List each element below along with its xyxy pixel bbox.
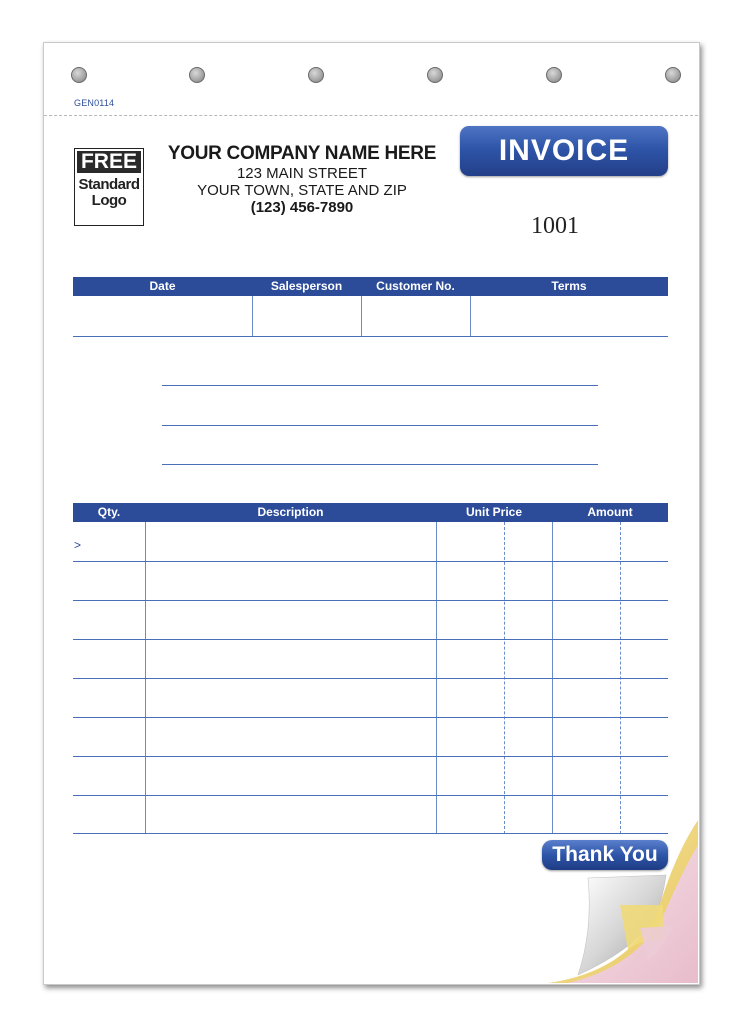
address-line (162, 425, 598, 426)
binder-hole (665, 67, 681, 83)
header-salesperson: Salesperson (270, 279, 343, 293)
company-info (163, 143, 441, 217)
form-code: GEN0114 (74, 98, 115, 108)
item-row-rule (73, 795, 668, 796)
company-street: 123 MAIN STREET (236, 165, 368, 182)
row-marker: > (74, 538, 82, 552)
thank-you-badge: Thank You (542, 840, 668, 870)
item-row-rule (73, 717, 668, 718)
binder-hole (546, 67, 562, 83)
logo-free-text: FREE (77, 151, 141, 173)
logo-logo-text: Logo (91, 192, 127, 209)
binder-hole (427, 67, 443, 83)
invoice-title: INVOICE (460, 126, 668, 176)
info-divider (470, 296, 471, 336)
item-row-rule (73, 678, 668, 679)
header-amount: Amount (587, 505, 633, 519)
header-date: Date (149, 279, 176, 293)
item-row-rule (73, 756, 668, 757)
item-row-rule (73, 561, 668, 562)
header-terms: Terms (551, 279, 587, 293)
info-table-header (73, 277, 668, 296)
address-line (162, 464, 598, 465)
address-line (162, 385, 598, 386)
header-unit-price: Unit Price (465, 505, 522, 519)
binder-hole (308, 67, 324, 83)
header-description: Description (257, 505, 324, 519)
info-divider (252, 296, 253, 336)
company-phone: (123) 456-7890 (250, 199, 354, 216)
item-row-rule (73, 639, 668, 640)
perforation-line (44, 115, 698, 116)
info-divider (361, 296, 362, 336)
page-curl-copies (548, 800, 698, 985)
items-table-header (73, 503, 668, 522)
header-customer-no: Customer No. (376, 279, 455, 293)
binder-hole (189, 67, 205, 83)
company-logo (74, 148, 144, 226)
binder-hole (71, 67, 87, 83)
invoice-number: 1001 (531, 213, 579, 239)
company-city-state-zip: YOUR TOWN, STATE AND ZIP (197, 182, 407, 199)
logo-standard-text: Standard (78, 176, 140, 193)
header-qty: Qty. (97, 505, 121, 519)
company-name: YOUR COMPANY NAME HERE (167, 143, 437, 164)
info-bottom-rule (73, 336, 668, 337)
item-row-rule (73, 600, 668, 601)
